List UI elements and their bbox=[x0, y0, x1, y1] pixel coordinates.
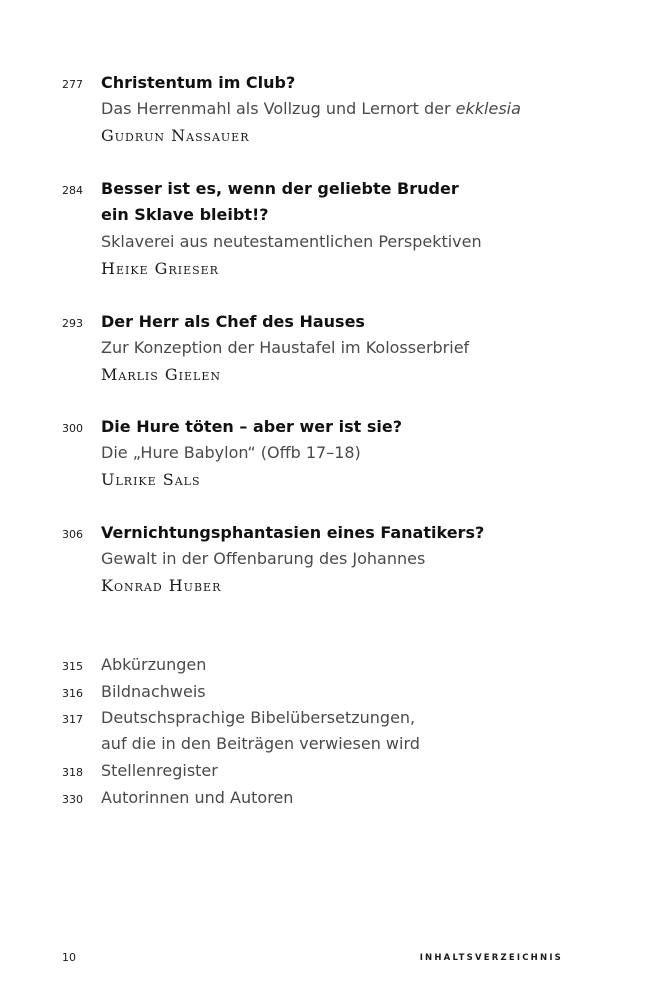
running-footer-title: INHALTSVERZEICHNIS bbox=[419, 953, 563, 963]
toc-entry-subtitle-emphasis: ekklesia bbox=[455, 99, 521, 118]
toc-entry-author: Konrad Huber bbox=[101, 576, 222, 595]
toc-page-number: 277 bbox=[62, 78, 83, 91]
appendix-page-number: 317 bbox=[62, 713, 83, 726]
toc-entry-author: Gudrun Nassauer bbox=[101, 126, 250, 145]
toc-entry-author: Heike Grieser bbox=[101, 259, 219, 278]
toc-entry-subtitle: Das Herrenmahl als Vollzug und Lernort der ekklesia bbox=[101, 99, 521, 118]
toc-entry-title: Der Herr als Chef des Hauses bbox=[101, 312, 365, 331]
appendix-label-line-2: auf die in den Beiträgen verwiesen wird bbox=[101, 734, 420, 753]
toc-page-number: 293 bbox=[62, 317, 83, 330]
toc-entry-subtitle: Gewalt in der Offenbarung des Johannes bbox=[101, 549, 426, 568]
toc-entry-title: Die Hure töten – aber wer ist sie? bbox=[101, 417, 402, 436]
appendix-label: Abkürzungen bbox=[101, 655, 207, 674]
appendix-page-number: 316 bbox=[62, 687, 83, 700]
appendix-label: Autorinnen und Autoren bbox=[101, 788, 294, 807]
appendix-page-number: 315 bbox=[62, 660, 83, 673]
toc-entry-title: Besser ist es, wenn der geliebte Bruder bbox=[101, 179, 459, 198]
toc-page-number: 300 bbox=[62, 422, 83, 435]
appendix-label: Stellenregister bbox=[101, 761, 218, 780]
appendix-label: Deutschsprachige Bibelübersetzungen, bbox=[101, 708, 416, 727]
appendix-label: Bildnachweis bbox=[101, 682, 206, 701]
toc-entry-title-line-2: ein Sklave bleibt!? bbox=[101, 205, 269, 224]
toc-entry-subtitle: Sklaverei aus neutestamentlichen Perspektiven bbox=[101, 232, 482, 251]
toc-page-number: 284 bbox=[62, 184, 83, 197]
appendix-page-number: 330 bbox=[62, 793, 83, 806]
appendix-page-number: 318 bbox=[62, 766, 83, 779]
toc-entry-subtitle: Die „Hure Babylon“ (Offb 17–18) bbox=[101, 443, 361, 462]
toc-entry-author: Marlis Gielen bbox=[101, 365, 221, 384]
folio-page-number: 10 bbox=[62, 951, 76, 964]
toc-entry-subtitle: Zur Konzeption der Haustafel im Kolosserbrief bbox=[101, 338, 470, 357]
toc-entry-title: Christentum im Club? bbox=[101, 73, 296, 92]
toc-entry-title: Vernichtungsphantasien eines Fanatikers? bbox=[101, 523, 485, 542]
toc-page-number: 306 bbox=[62, 528, 83, 541]
toc-entry-author: Ulrike Sals bbox=[101, 470, 201, 489]
